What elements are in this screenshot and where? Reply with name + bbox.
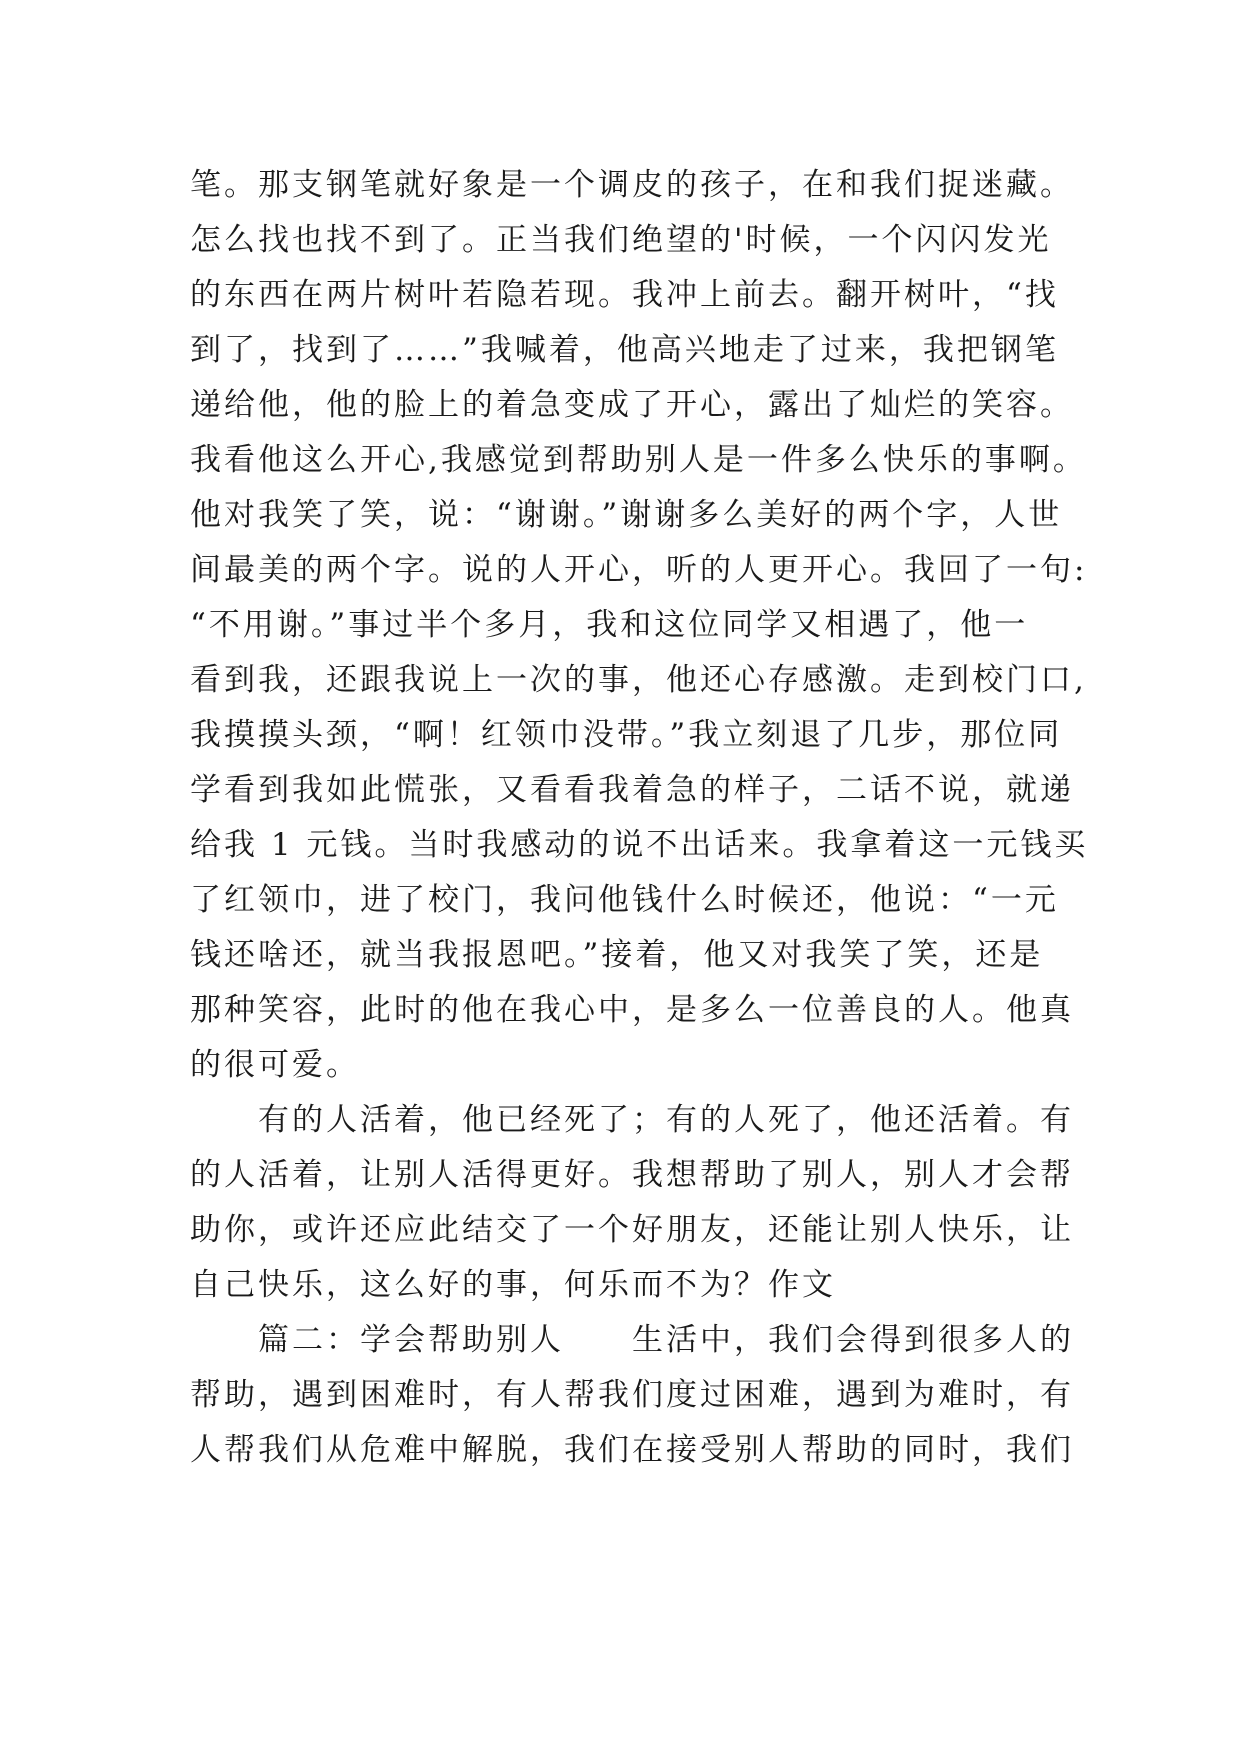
- text-line: 帮助，遇到困难时，有人帮我们度过困难，遇到为难时，有: [190, 1377, 1074, 1413]
- text-line: 助你，或许还应此结交了一个好朋友，还能让别人快乐，让: [190, 1212, 1074, 1248]
- body-text: [190, 158, 1089, 1478]
- section-heading-line: 篇二：学会帮助别人 生活中，我们会得到很多人的: [258, 1322, 1074, 1358]
- text-line: 人帮我们从危难中解脱，我们在接受别人帮助的同时，我们: [190, 1432, 1074, 1468]
- text-line: 自己快乐，这么好的事，何乐而不为？作文: [190, 1267, 836, 1303]
- text-line: 的东西在两片树叶若隐若现。我冲上前去。翻开树叶，“找: [190, 277, 1059, 313]
- text-line: 的很可爱。: [190, 1047, 360, 1083]
- text-line: 的人活着，让别人活得更好。我想帮助了别人，别人才会帮: [190, 1157, 1074, 1193]
- text-line: 那种笑容，此时的他在我心中，是多么一位善良的人。他真: [190, 992, 1074, 1028]
- text-line: 钱还啥还，就当我报恩吧。”接着，他又对我笑了笑，还是: [190, 937, 1044, 973]
- paragraph-start-line: 有的人活着，他已经死了；有的人死了，他还活着。有: [258, 1102, 1074, 1138]
- text-line: 学看到我如此慌张，又看看我着急的样子，二话不说，就递: [190, 772, 1074, 808]
- text-line: 我看他这么开心,我感觉到帮助别人是一件多么快乐的事啊。: [190, 442, 1087, 478]
- text-line: 递给他，他的脸上的着急变成了开心，露出了灿烂的笑容。: [190, 387, 1074, 423]
- text-line: 怎么找也找不到了。正当我们绝望的'时候，一个闪闪发光: [190, 222, 1052, 258]
- text-line: 他对我笑了笑，说：“谢谢。”谢谢多么美好的两个字，人世: [190, 497, 1063, 533]
- text-line: 间最美的两个字。说的人开心，听的人更开心。我回了一句:: [190, 552, 1088, 588]
- text-line: 给我 1 元钱。当时我感动的说不出话来。我拿着这一元钱买: [190, 827, 1089, 863]
- text-line: 了红领巾，进了校门，我问他钱什么时候还，他说：“一元: [190, 882, 1059, 918]
- text-line: 到了，找到了……”我喊着，他高兴地走了过来，我把钢笔: [190, 332, 1059, 368]
- text-line: 我摸摸头颈，“啊！红领巾没带。”我立刻退了几步，那位同: [190, 717, 1063, 753]
- text-line: “不用谢。”事过半个多月，我和这位同学又相遇了，他一: [190, 607, 1029, 643]
- text-line: 笔。那支钢笔就好象是一个调皮的孩子，在和我们捉迷藏。: [190, 167, 1074, 203]
- text-line: 看到我，还跟我说上一次的事，他还心存感激。走到校门口,: [190, 662, 1087, 698]
